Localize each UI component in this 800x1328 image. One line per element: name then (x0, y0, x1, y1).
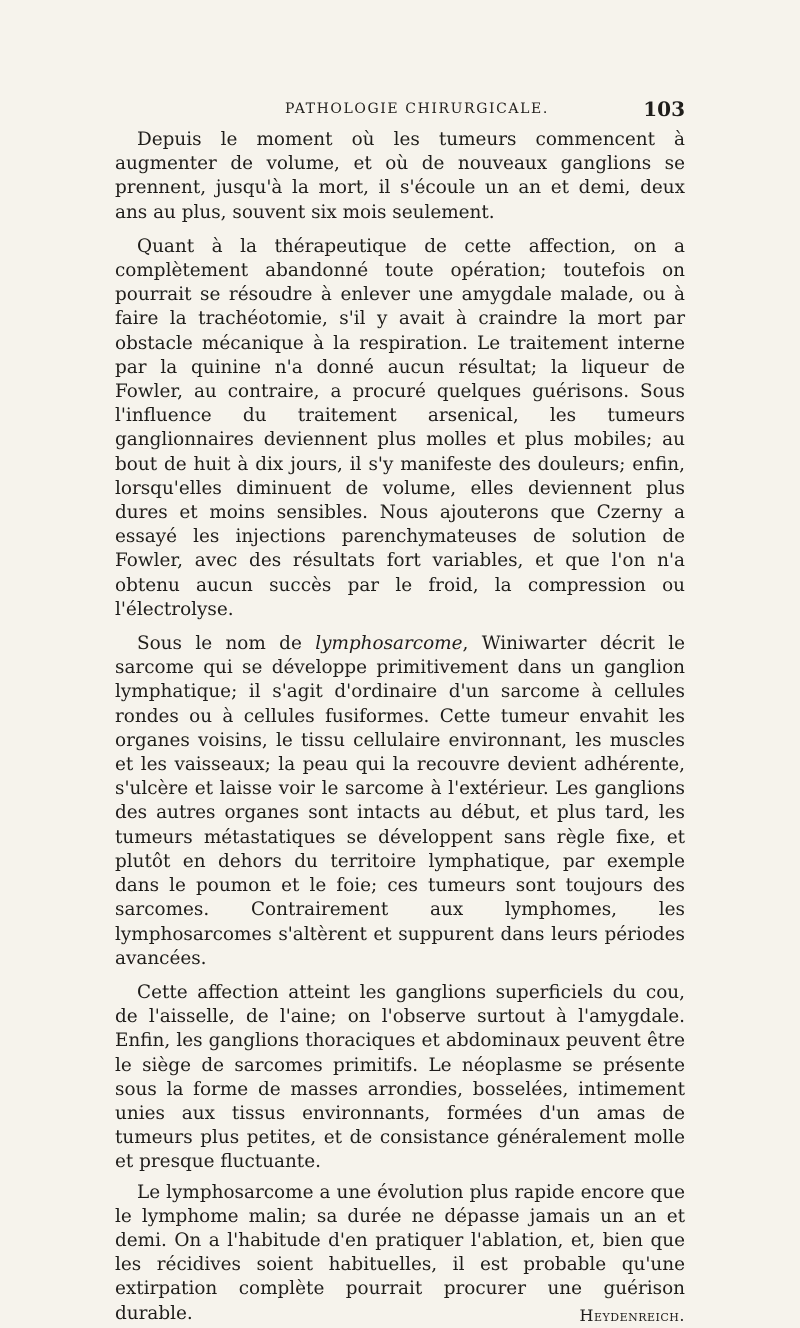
paragraph-therapeutics: Quant à la thérapeutique de cette affection, on a complètement abandonné toute opération; toutefois on pourrait se résoudre à enlever une amygdale malade, ou à faire la trachéotomie, s'il y avait à craindre la mort par obstacle mécanique à la respiration. Le traitement interne par la quinine n'a donné aucun résultat; la liqueur de Fowler, au contraire, a procuré quelques guérisons. Sous l'influence du traitement arsenical, les tumeurs ganglionnaires deviennent plus molles et plus mobiles; au bout de huit à dix jours, il s'y manifeste des douleurs; enfin, lorsqu'elles diminuent de volume, elles deviennent plus dures et moins sensibles. Nous ajouterons que Czerny a essayé les injections parenchymateuses de solution de Fowler, avec des résultats fort variables, et que l'on n'a obtenu aucun succès par le froid, la compression ou l'électrolyse. (115, 235, 685, 620)
paragraph-rest-text: , Winiwarter décrit le sarcome qui se développe primitivement dans un ganglion lymphatique; il s'agit d'ordinaire d'un sarcome à cellules rondes ou à cellules fusiformes. Cette tumeur envahit les organes voisins, le tissu cellulaire environnant, les muscles et les vaisseaux; la peau qui la recouvre devient adhérente, s'ulcère et laisse voir le sarcome à l'extérieur. Les ganglions des autres organes sont intacts au début, et plus tard, les tumeurs métastatiques se développent sans règle fixe, et plutôt en dehors du territoire lymphatique, par exemple dans le poumon et le foie; ces tumeurs sont toujours des sarcomes. Contrairement aux lymphomes, les lymphosarcomes s'altèrent et suppurent dans leurs périodes avancées. (115, 633, 685, 969)
paragraph-evolution (115, 1181, 685, 1326)
body-text (115, 128, 685, 1328)
paragraph-localization: Cette affection atteint les ganglions superficiels du cou, de l'aisselle, de l'aine; on l'observe surtout à l'amygdale. Enfin, les ganglions thoraciques et abdominaux peuvent être le siège de sarcomes primitifs. Le néoplasme se présente sous la forme de masses arrondies, bosselées, intimement unies aux tissus environnants, formées d'un amas de tumeurs plus petites, et de consistance généralement molle et presque fluctuante. (115, 981, 685, 1173)
paragraph-lymphosarcoma-definition (115, 632, 685, 971)
page-header (115, 97, 685, 127)
running-head: PATHOLOGIE CHIRURGICALE. (285, 101, 549, 117)
paragraph-prognosis: Depuis le moment où les tumeurs commencent à augmenter de volume, et où de nouveaux ganglions se prennent, jusqu'à la mort, il s'écoule un an et demi, deux ans au plus, souvent six mois seulement. (115, 129, 685, 223)
paragraph-evolution-text: Le lymphosarcome a une évolution plus rapide encore que le lymphome malin; sa durée ne dépasse jamais un an et demi. On a l'habitude d'en pratiquer l'ablation, et, bien que les récidives soient habituelles, il est probable qu'une extirpation complète pourrait procurer une guérison durable. (115, 1181, 685, 1324)
author-signature: Heydenreich. (579, 1305, 685, 1325)
italic-term: lymphosarcome (315, 633, 463, 655)
page-number: 103 (643, 97, 685, 121)
paragraph-lead-text: Sous le nom de (137, 633, 316, 655)
